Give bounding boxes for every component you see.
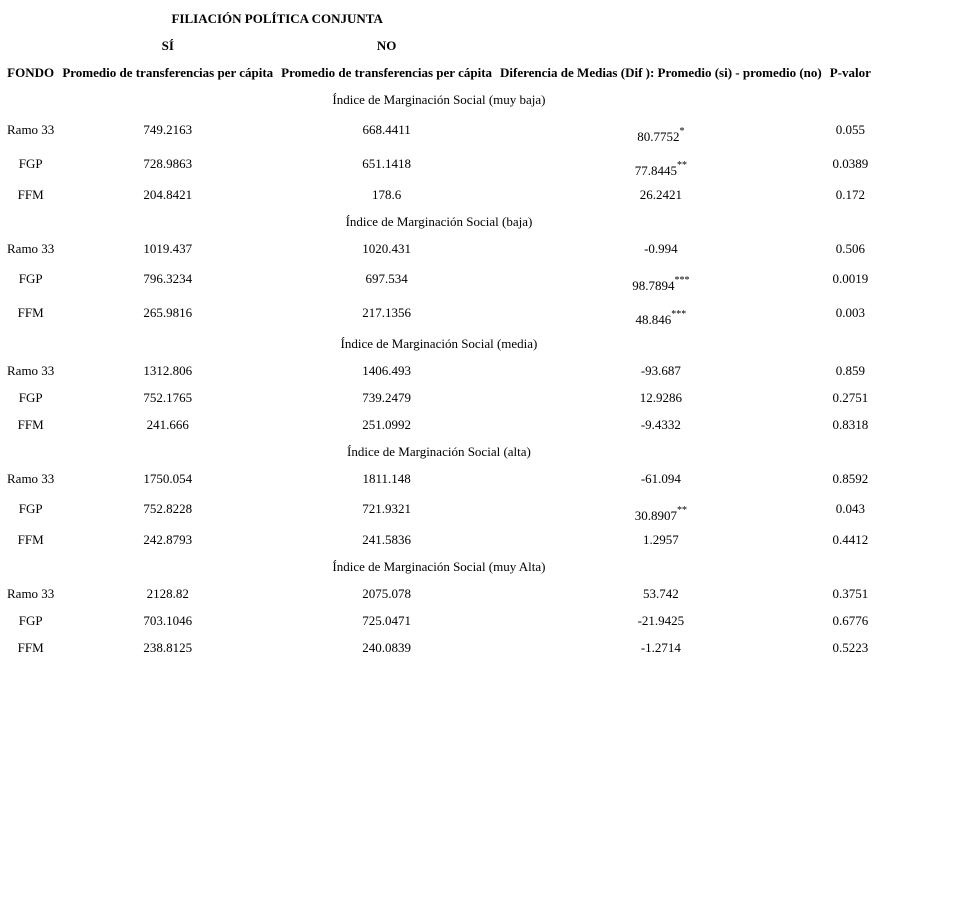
cell-fondo: FGP [18, 501, 43, 516]
cell-fondo: Ramo 33 [7, 240, 55, 256]
cell-p-valor: 0.0389 [832, 156, 869, 171]
dif-value: 53.742 [643, 585, 679, 601]
cell-no: 251.0992 [362, 416, 411, 432]
cell-fondo: FGP [18, 612, 43, 628]
header-si: Promedio de transferencias per cápita [62, 64, 274, 80]
cell-fondo: Ramo 33 [7, 362, 55, 378]
dif-value: -93.687 [640, 362, 681, 378]
dif-value: 26.2421 [639, 186, 682, 202]
empty-cell [496, 5, 826, 32]
cell-no: 240.0839 [362, 639, 411, 655]
cell-no: 739.2479 [362, 389, 411, 405]
cell-no: 1020.431 [362, 240, 411, 256]
cell-si: 1019.437 [143, 240, 193, 256]
empty-cell [826, 5, 875, 32]
cell-p-valor: 0.8318 [832, 416, 869, 432]
table-row [3, 607, 875, 634]
cell-si: 1312.806 [143, 362, 193, 378]
cell-fondo: FGP [18, 156, 43, 171]
cell-p-valor: 0.043 [835, 501, 865, 516]
table-row [3, 235, 875, 262]
cell-fondo: FFM [17, 305, 44, 320]
table-row [3, 411, 875, 438]
cell-fondo: Ramo 33 [7, 470, 55, 486]
table-row [3, 492, 875, 526]
cell-dif [496, 526, 826, 553]
table-body [3, 86, 875, 661]
table-title: FILIACIÓN POLÍTICA CONJUNTA [171, 10, 383, 26]
cell-si: 1750.054 [143, 470, 193, 486]
cell-dif [496, 113, 826, 147]
empty-cell [3, 32, 58, 59]
dif-value: 77.8445 [634, 163, 677, 178]
cell-p-valor: 0.0019 [832, 271, 869, 286]
section-row [3, 438, 875, 465]
cell-si: 703.1046 [143, 612, 193, 628]
cell-no: 178.6 [371, 186, 402, 202]
significance-marker: *** [674, 274, 690, 286]
dif-value: 12.9286 [639, 389, 682, 405]
cell-p-valor: 0.5223 [832, 639, 869, 655]
cell-si: 204.8421 [143, 186, 193, 202]
cell-si: 752.8228 [143, 501, 193, 516]
cell-dif [496, 607, 826, 634]
cell-no: 721.9321 [362, 501, 411, 516]
cell-p-valor: 0.506 [835, 240, 865, 256]
significance-marker: * [679, 125, 685, 137]
dif-value: -1.2714 [640, 639, 681, 655]
cell-si: 265.9816 [143, 305, 193, 320]
cell-no: 651.1418 [362, 156, 411, 171]
table-row [3, 634, 875, 661]
dif-value: 30.8907 [634, 508, 677, 523]
section-label: Índice de Marginación Social (alta) [347, 443, 531, 459]
cell-dif [496, 492, 826, 526]
cell-p-valor: 0.8592 [832, 470, 869, 486]
cell-dif [496, 357, 826, 384]
table-row [3, 465, 875, 492]
cell-p-valor: 0.2751 [832, 389, 869, 405]
dif-value: 48.846 [635, 312, 672, 327]
results-table [3, 5, 875, 661]
cell-no: 697.534 [365, 271, 408, 286]
cell-dif [496, 580, 826, 607]
cell-dif [496, 634, 826, 661]
table-row [3, 113, 875, 147]
cell-fondo: FFM [17, 531, 44, 547]
cell-no: 668.4411 [362, 122, 411, 137]
significance-marker: ** [677, 159, 687, 171]
cell-p-valor: 0.859 [835, 362, 865, 378]
empty-cell [496, 32, 826, 59]
cell-no: 217.1356 [362, 305, 411, 320]
group-si-label: SÍ [161, 37, 174, 53]
cell-p-valor: 0.4412 [832, 531, 869, 547]
cell-dif [496, 147, 826, 181]
section-row [3, 553, 875, 580]
cell-p-valor: 0.003 [835, 305, 865, 320]
cell-p-valor: 0.6776 [832, 612, 869, 628]
header-fondo: FONDO [7, 64, 55, 80]
dif-value: 98.7894 [632, 278, 675, 293]
section-label: Índice de Marginación Social (muy Alta) [332, 558, 546, 574]
cell-si: 752.1765 [143, 389, 193, 405]
cell-no: 2075.078 [362, 585, 411, 601]
empty-cell [3, 5, 58, 32]
cell-si: 238.8125 [143, 639, 193, 655]
table-row [3, 296, 875, 330]
cell-dif [496, 384, 826, 411]
cell-fondo: Ramo 33 [7, 585, 55, 601]
cell-fondo: FFM [17, 186, 44, 202]
cell-dif [496, 411, 826, 438]
cell-dif [496, 181, 826, 208]
empty-cell [826, 32, 875, 59]
cell-no: 1811.148 [362, 470, 411, 486]
dif-value: -21.9425 [637, 612, 685, 628]
section-row [3, 330, 875, 357]
cell-fondo: FFM [17, 639, 44, 655]
dif-value: -9.4332 [640, 416, 681, 432]
cell-dif [496, 235, 826, 262]
cell-si: 749.2163 [143, 122, 193, 137]
cell-si: 2128.82 [146, 585, 189, 601]
cell-p-valor: 0.172 [835, 186, 865, 202]
cell-dif [496, 465, 826, 492]
cell-si: 242.8793 [143, 531, 193, 547]
section-row [3, 86, 875, 113]
section-label: Índice de Marginación Social (muy baja) [332, 91, 546, 107]
cell-no: 1406.493 [362, 362, 411, 378]
cell-dif [496, 296, 826, 330]
group-no-label: NO [376, 37, 397, 53]
cell-dif [496, 262, 826, 296]
table-row [3, 147, 875, 181]
cell-p-valor: 0.055 [835, 122, 865, 137]
significance-marker: *** [671, 308, 687, 320]
dif-value: 1.2957 [643, 531, 679, 547]
section-row [3, 208, 875, 235]
header-p-valor: P-valor [829, 64, 871, 80]
cell-fondo: Ramo 33 [7, 122, 55, 137]
cell-no: 241.5836 [362, 531, 411, 547]
cell-fondo: FGP [18, 271, 43, 286]
cell-fondo: FGP [18, 389, 43, 405]
table-row [3, 384, 875, 411]
header-no: Promedio de transferencias per cápita [281, 64, 493, 80]
table-row [3, 580, 875, 607]
cell-fondo: FFM [17, 416, 44, 432]
section-label: Índice de Marginación Social (baja) [345, 213, 533, 229]
cell-no: 725.0471 [362, 612, 411, 628]
table-row [3, 526, 875, 553]
significance-marker: ** [677, 504, 687, 516]
table-row [3, 357, 875, 384]
cell-si: 796.3234 [143, 271, 193, 286]
dif-value: -61.094 [640, 470, 681, 486]
dif-value: 80.7752 [637, 129, 680, 144]
section-label: Índice de Marginación Social (media) [340, 335, 538, 351]
cell-si: 241.666 [146, 416, 189, 432]
table-row [3, 181, 875, 208]
dif-value: -0.994 [644, 240, 678, 256]
table-row [3, 262, 875, 296]
cell-p-valor: 0.3751 [832, 585, 869, 601]
cell-si: 728.9863 [143, 156, 193, 171]
header-dif: Diferencia de Medias (Dif ): Promedio (si) - promedio (no) [500, 64, 822, 80]
